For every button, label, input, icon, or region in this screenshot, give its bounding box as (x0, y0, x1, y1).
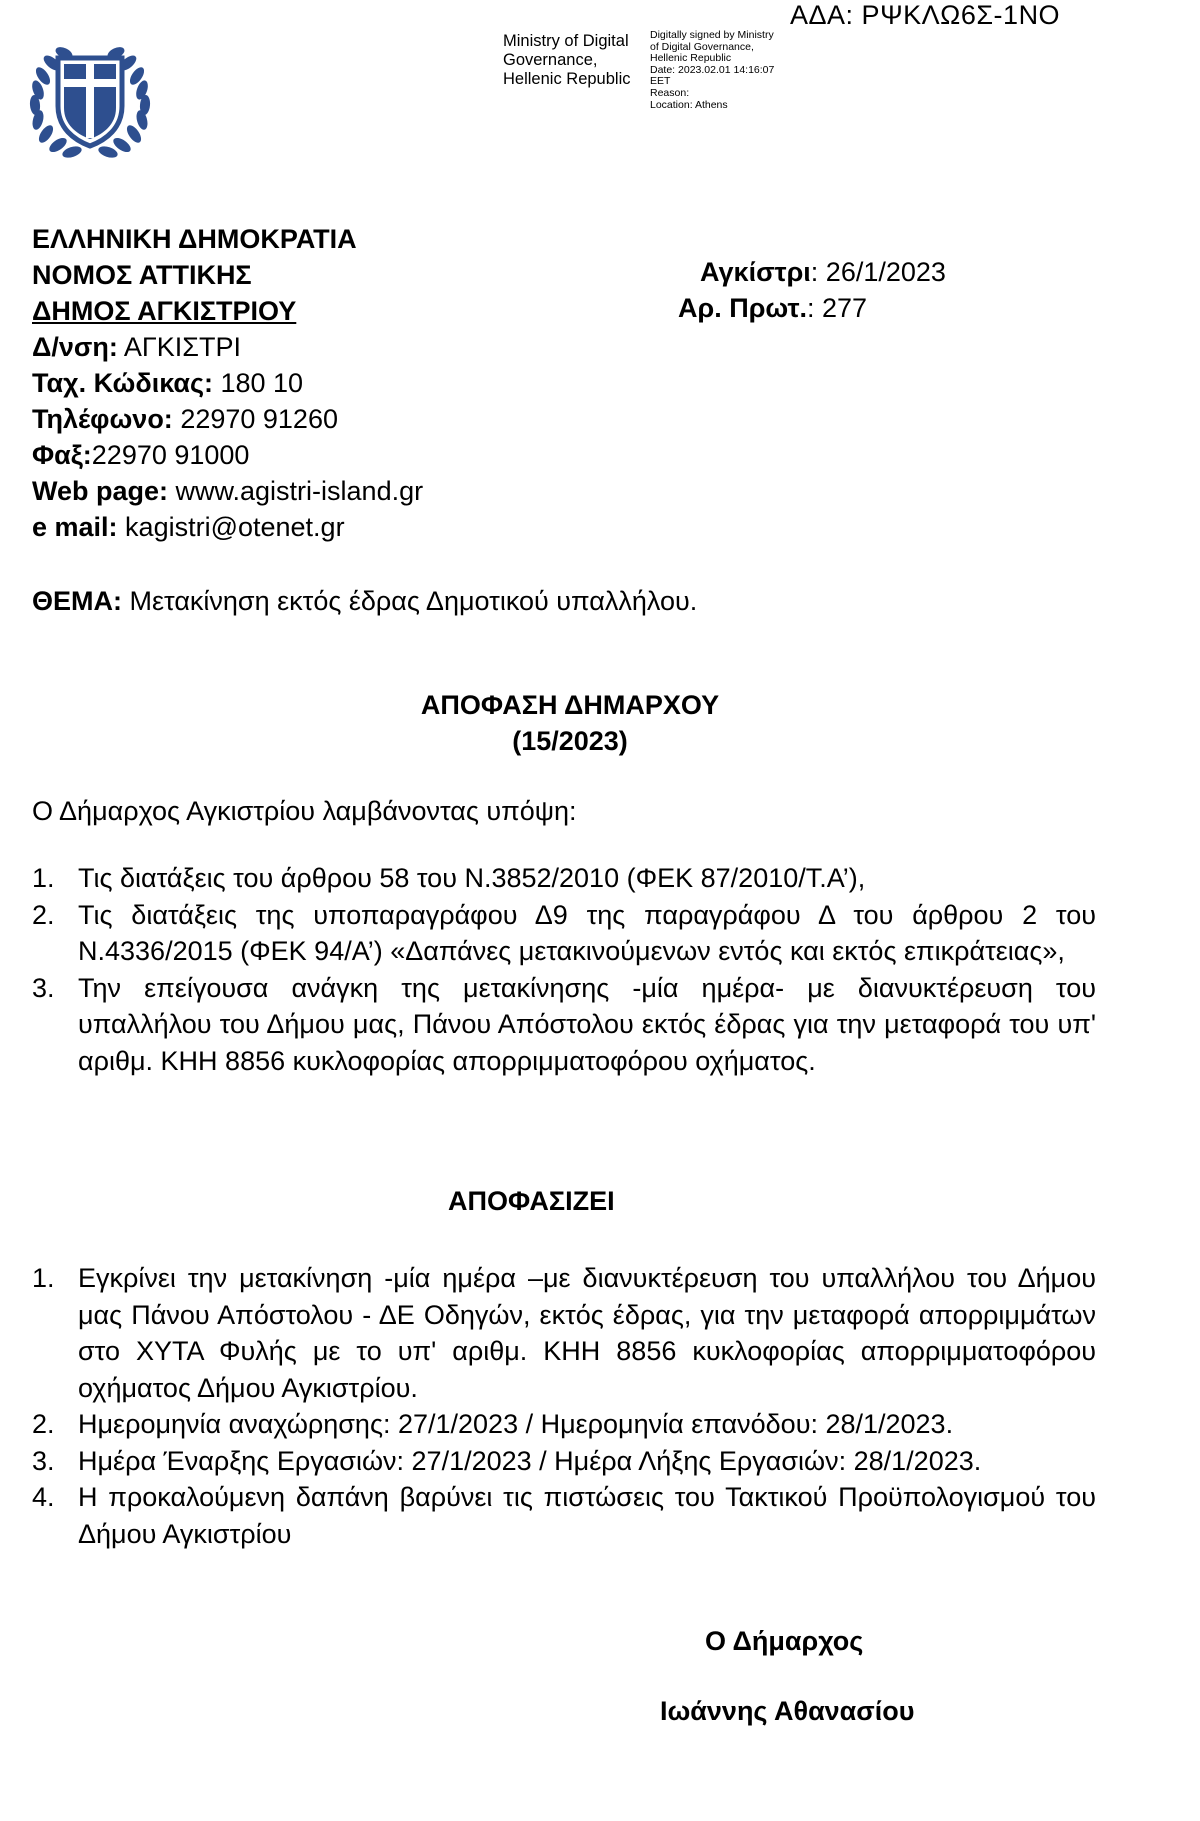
address-value: ΑΓΚΙΣΤΡΙ (117, 332, 241, 362)
list-item-number: 1. (32, 863, 55, 893)
list-item (32, 1260, 1096, 1406)
signatory-title: Ο Δήμαρχος (705, 1626, 864, 1656)
list-item (32, 860, 1096, 897)
list-item-text: Τις διατάξεις της υποπαραγράφου Δ9 της παραγράφου Δ του άρθρου 2 του Ν.4336/2015 (ΦΕΚ 94/Α’) «Δαπάνες μετακινούμενων εντός και εκτός επικράτειας», (78, 899, 1096, 966)
list-item (32, 970, 1096, 1080)
signature-detail-line: Reason: (650, 86, 690, 99)
list-item-text: Ημέρα Έναρξης Εργασιών: 27/1/2023 / Ημέρα Λήξης Εργασιών: 28/1/2023. (78, 1445, 982, 1476)
address-label: Δ/νση: (32, 332, 118, 362)
signature-detail-line: Date: 2023.02.01 14:16:07 (650, 63, 775, 76)
place-label: Αγκίστρι (700, 257, 811, 287)
web-line (32, 473, 423, 509)
fax-label: Φαξ: (32, 440, 92, 470)
prefecture-name: ΝΟΜΟΣ ΑΤΤΙΚΗΣ (32, 260, 252, 290)
signature-detail-line: EET (650, 75, 671, 88)
decision-title: ΑΠΟΦΑΣΗ ΔΗΜΑΡΧΟΥ (420, 690, 720, 720)
decisions-list (32, 1260, 1096, 1552)
signature-details (650, 30, 774, 111)
list-item-number: 3. (32, 972, 55, 1003)
list-item (32, 1479, 1096, 1552)
decision-intro: Ο Δήμαρχος Αγκιστρίου λαμβάνοντας υπόψη: (32, 796, 577, 826)
protocol-value: : 277 (807, 293, 868, 323)
phone-label: Τηλέφωνο: (32, 404, 173, 434)
list-item-text: Η προκαλούμενη δαπάνη βαρύνει τις πιστώσεις του Τακτικού Προϋπολογισμού του Δήμου Αγκιστρίου (78, 1482, 1096, 1549)
protocol-number (678, 293, 867, 324)
postal-code-line (32, 365, 423, 401)
list-item-number: 3. (32, 1445, 55, 1476)
web-label: Web page: (32, 476, 169, 506)
list-item (32, 1443, 1096, 1480)
municipality-name: ΔΗΜΟΣ ΑΓΚΙΣΤΡΙΟΥ (32, 296, 297, 326)
signatory-name: Ιωάννης Αθανασίου (660, 1696, 915, 1726)
considerations-list (32, 860, 1096, 1079)
signature-detail-line: Location: Athens (650, 98, 728, 111)
email-line (32, 509, 423, 545)
list-item-number: 2. (32, 899, 55, 930)
signature-detail-line: Hellenic Republic (650, 52, 732, 65)
signature-detail-line: Digitally signed by Ministry (650, 29, 774, 41)
decides-title: ΑΠΟΦΑΣΙΖΕΙ (448, 1186, 615, 1216)
list-item-number: 4. (32, 1482, 55, 1512)
signature-org-line: Hellenic Republic (503, 70, 631, 88)
decision-number: (15/2023) (512, 726, 628, 756)
web-value: www.agistri-island.gr (168, 476, 424, 506)
country-name: ΕΛΛΗΝΙΚΗ ΔΗΜΟΚΡΑΤΙΑ (32, 224, 357, 254)
subject-line (32, 586, 697, 617)
signature-org-line: Ministry of Digital (503, 32, 629, 50)
list-item (32, 1406, 1096, 1443)
list-item-text: Ημερομηνία αναχώρησης: 27/1/2023 / Ημερομηνία επανόδου: 28/1/2023. (78, 1409, 954, 1439)
issuer-header (32, 221, 423, 545)
list-item-text: Την επείγουσα ανάγκη της μετακίνησης -μία ημέρα- με διανυκτέρευση του υπαλλήλου του Δήμου μας, Πάνου Απόστολου εκτός έδρας για την μεταφορά του υπ' αριθμ. ΚΗΗ 8856 κυκλοφορίας απορριμματοφόρου οχήματος. (78, 972, 1096, 1076)
ada-code: ΑΔΑ: ΡΨΚΛΩ6Σ-1ΝΟ (790, 0, 1061, 30)
list-item-text: Εγκρίνει την μετακίνηση -μία ημέρα –με διανυκτέρευση του υπαλλήλου του Δήμου μας Πάνου Απόστολου - ΔΕ Οδηγών, εκτός έδρας, για την μεταφορά απορριμμάτων στο ΧΥΤΑ Φυλής με το υπ' αριθμ. ΚΗΗ 8856 κυκλοφορίας απορριμματοφόρου οχήματος Δήμου Αγκιστρίου. (78, 1263, 1096, 1403)
protocol-label: Αρ. Πρωτ. (678, 293, 808, 323)
address-line (32, 329, 423, 365)
subject-label: ΘΕΜΑ: (32, 586, 122, 616)
list-item (32, 897, 1096, 970)
signature-organization (503, 32, 643, 89)
fax-line (32, 437, 423, 473)
email-value: kagistri@otenet.gr (117, 512, 345, 542)
greek-coat-of-arms-emblem (20, 28, 160, 168)
list-item-text: Τις διατάξεις του άρθρου 58 του Ν.3852/2010 (ΦΕΚ 87/2010/Τ.Α’), (78, 863, 866, 893)
date-value: : 26/1/2023 (810, 257, 946, 287)
signature-org-line: Governance, (503, 51, 598, 69)
email-label: e mail: (32, 512, 118, 542)
subject-text: Μετακίνηση εκτός έδρας Δημοτικού υπαλλήλου. (122, 586, 698, 616)
postal-label: Ταχ. Κώδικας: (32, 368, 213, 398)
place-date (700, 257, 946, 288)
list-item-number: 2. (32, 1409, 55, 1439)
fax-value: 22970 91000 (91, 440, 250, 470)
postal-value: 180 10 (212, 368, 304, 398)
list-item-number: 1. (32, 1263, 55, 1293)
signature-detail-line: of Digital Governance, (650, 40, 754, 53)
phone-line (32, 401, 423, 437)
phone-value: 22970 91260 (172, 404, 338, 434)
